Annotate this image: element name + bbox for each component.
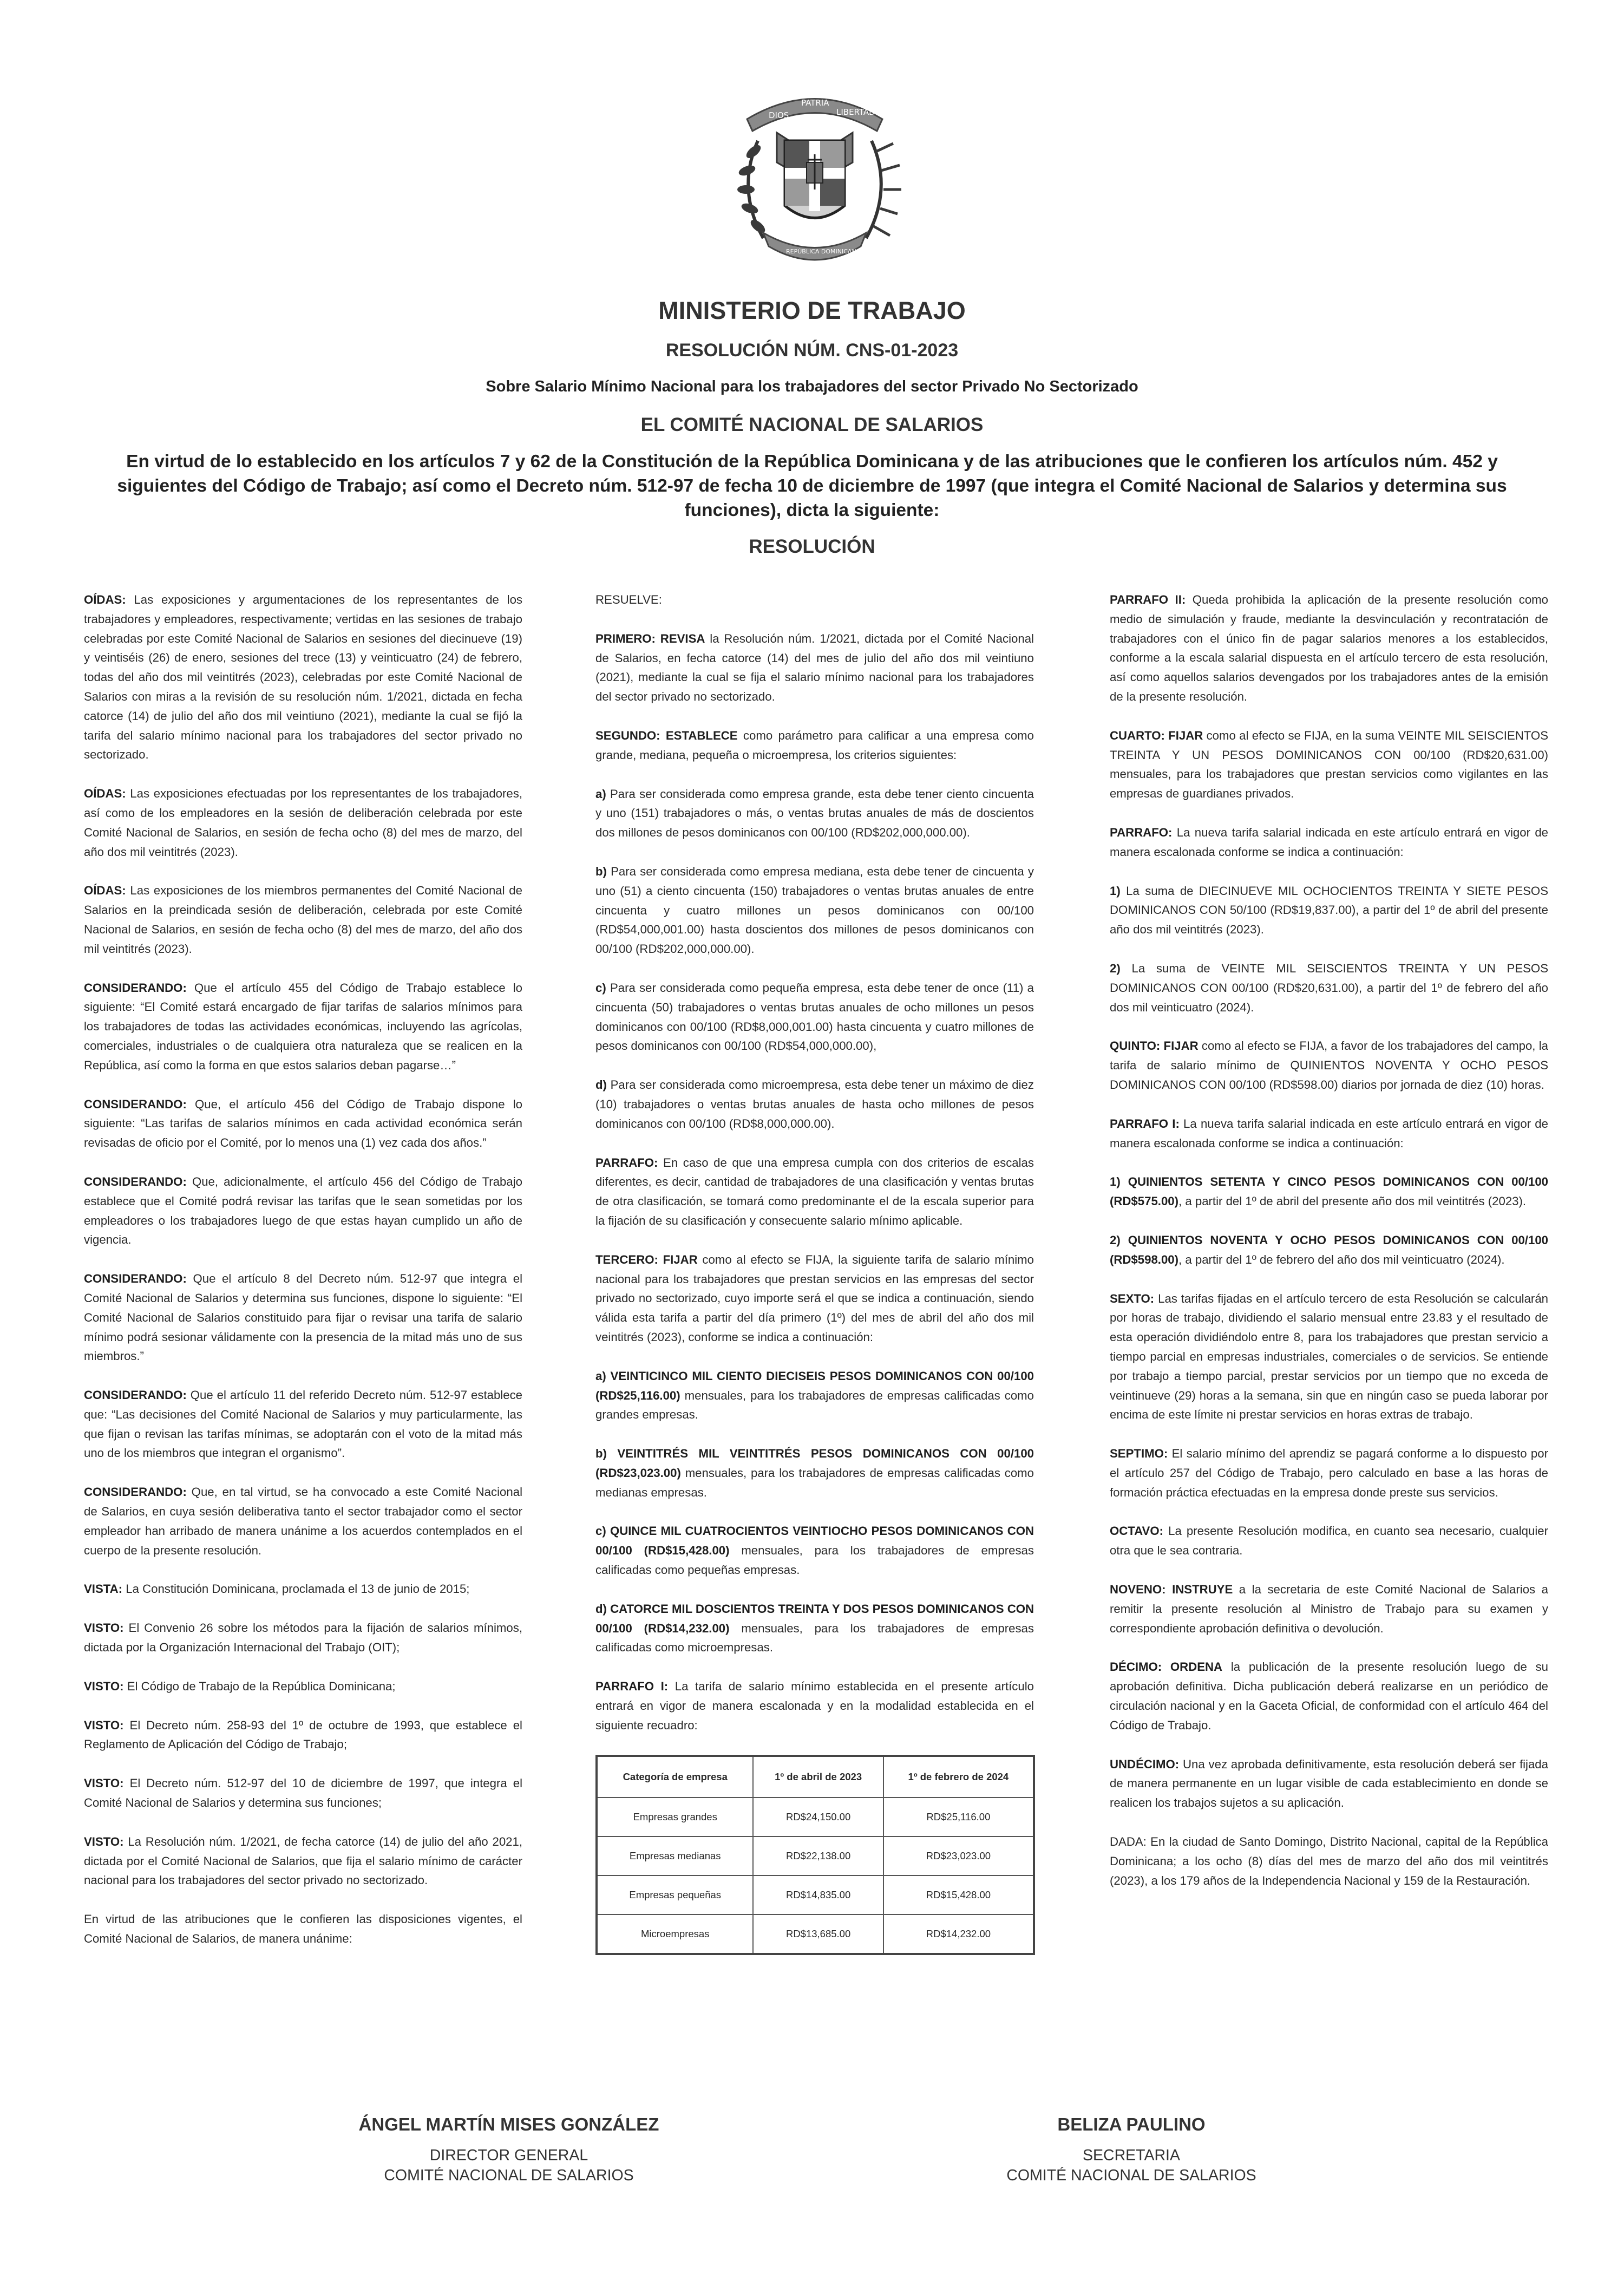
paragraph — [1110, 1289, 1548, 1425]
paragraph-lead: OÍDAS: — [84, 787, 126, 801]
resolution-number: RESOLUCIÓN NÚM. CNS-01-2023 — [665, 340, 959, 361]
paragraph-lead: 2) QUINIENTOS NOVENTA Y OCHO PESOS DOMINICANOS CON 00/100 (RD$598.00) — [1110, 1233, 1548, 1266]
paragraph-text: DADA: En la ciudad de Santo Domingo, Distrito Nacional, capital de la República Dominicana; a los ocho (8) días del mes de marzo del año dos mil veintitrés (2023), a los 179 años de la Independencia Nacional y 159 de la Restauración. — [1110, 1835, 1548, 1887]
paragraph — [1110, 726, 1548, 803]
signature-director — [265, 2114, 752, 2186]
paragraph-lead: UNDÉCIMO: — [1110, 1757, 1180, 1771]
paragraph — [595, 1075, 1034, 1133]
paragraph — [595, 629, 1034, 707]
table-cell: Empresas pequeñas — [597, 1876, 753, 1914]
paragraph-text: Las exposiciones de los miembros permanentes del Comité Nacional de Salarios en la preindicada sesión de deliberación, celebrada por este Comité Nacional de Salarios, en sesión de fecha ocho (8) del mes de marzo, del año dos mil veintitrés (2023). — [84, 884, 522, 956]
paragraph-text: La suma de VEINTE MIL SEISCIENTOS TREINTA Y UN PESOS DOMINICANOS CON 00/100 (RD$20,631.00), a partir del 1º de febrero del año dos mil veinticuatro (2024). — [1110, 961, 1548, 1014]
paragraph — [84, 1832, 522, 1890]
paragraph — [84, 590, 522, 764]
signatory-name: ÁNGEL MARTÍN MISES GONZÁLEZ — [358, 2114, 659, 2134]
paragraph-lead: VISTO: — [84, 1718, 124, 1732]
paragraph-text: La presente Resolución modifica, en cuanto sea necesario, cualquier otra que le sea contraria. — [1110, 1524, 1548, 1558]
paragraph-lead: PRIMERO: REVISA — [595, 631, 705, 645]
paragraph — [1110, 881, 1548, 939]
paragraph-lead: c) — [595, 981, 606, 995]
paragraph-text: La tarifa de salario mínimo establecida en el presente artículo entrará en vigor de manera escalonada y en la modalidad establecida en el siguiente recuadro: — [595, 1680, 1034, 1732]
paragraph — [1110, 590, 1548, 707]
paragraph-text: como al efecto se FIJA, en la suma VEINTE MIL SEISCIENTOS TREINTA Y UN PESOS DOMINICANOS CON 00/100 (RD$20,631.00) mensuales, para los trabajadores que prestan servicios como vigilantes en las empresas de guardianes privados. — [1110, 728, 1548, 801]
paragraph — [84, 1386, 522, 1463]
paragraph — [1110, 1444, 1548, 1502]
table-cell: RD$23,023.00 — [883, 1837, 1034, 1876]
paragraph-text: a la secretaria de este Comité Nacional de Salarios a remitir la presente resolución al Ministro de Trabajo para su examen y correspondiente aprobación definitiva o devolución. — [1110, 1583, 1548, 1635]
table-row — [597, 1798, 1034, 1837]
table-cell: RD$15,428.00 — [883, 1876, 1034, 1914]
table-cell: Empresas medianas — [597, 1837, 753, 1876]
table-cell: RD$14,232.00 — [883, 1914, 1034, 1954]
paragraph — [84, 1716, 522, 1755]
signatory-title: DIRECTOR GENERAL — [429, 2147, 588, 2164]
table-cell: RD$24,150.00 — [753, 1798, 883, 1837]
crest-banner-3: LIBERTAD — [836, 107, 875, 117]
paragraph-text: , a partir del 1º de abril del presente año dos mil veintitrés (2023). — [1178, 1194, 1527, 1208]
paragraph — [84, 784, 522, 861]
paragraph — [1110, 1832, 1548, 1890]
paragraph-lead: CONSIDERANDO: — [84, 1097, 187, 1111]
paragraph-text: Para ser considerada como pequeña empresa, esta debe tener de once (11) a cincuenta (50) trabajadores o ventas brutas anuales de ocho millones un pesos dominicanos con 00/100 (RD$8,000,001.00) hasta cincuenta y cuatro millones de pesos dominicanos con 00/100 (RD$54,000,000.00), — [595, 981, 1034, 1053]
table-cell: RD$13,685.00 — [753, 1914, 883, 1954]
paragraph-text: Las exposiciones y argumentaciones de los representantes de los trabajadores y empleadores, respectivamente; vertidas en las sesiones de trabajo celebradas por este Comité Nacional de Salarios en sesiones del diecinueve (19) y veintiséis (26) de enero, sesiones del trece (13) y veinticuatro (24) de febrero, todas del año dos mil veintitrés (2023), celebradas por este Comité Nacional de Salarios con miras a la revisión de su resolución núm. 1/2021, dictada en fecha catorce (14) de julio del año dos mil veintiuno (2021), mediante la cual se fijó la tarifa del salario mínimo nacional para los trabajadores del sector privado no sectorizado. — [84, 593, 522, 762]
paragraph-text: La nueva tarifa salarial indicada en este artículo entrará en vigor de manera escalonada conforme se indica a continuación: — [1110, 825, 1548, 859]
paragraph-lead: VISTO: — [84, 1776, 124, 1791]
paragraph-text: , a partir del 1º de febrero del año dos mil veinticuatro (2024). — [1178, 1252, 1505, 1266]
paragraph — [595, 1677, 1034, 1735]
paragraph — [84, 1269, 522, 1366]
paragraph-text: la Resolución núm. 1/2021, dictada por el Comité Nacional de Salarios, en fecha catorce (14) del mes de julio del año dos mil veintiuno (2021), mediante la cual se fija el salario mínimo nacional para los trabajadores del sector privado no sectorizado. — [595, 631, 1034, 704]
paragraph-text: La Constitución Dominicana, proclamada el 13 de junio de 2015; — [122, 1582, 470, 1596]
table-header: Categoría de empresa — [597, 1756, 753, 1798]
resuelve-heading: RESUELVE: — [595, 593, 662, 606]
table-cell: Microempresas — [597, 1914, 753, 1954]
paragraph-text: Una vez aprobada definitivamente, esta resolución deberá ser fijada de manera permanente en un lugar visible de cada establecimiento en donde se realicen los trabajos sujetos a su aplicación. — [1110, 1757, 1548, 1810]
paragraph-text: mensuales, para los trabajadores de empresas calificadas como medianas empresas. — [595, 1466, 1034, 1499]
paragraph-text: El Decreto núm. 258-93 del 1º de octubre de 1993, que establece el Reglamento de Aplicación del Código de Trabajo; — [84, 1718, 522, 1752]
paragraph-text: mensuales, para los trabajadores de empresas calificadas como pequeñas empresas. — [595, 1544, 1034, 1577]
paragraph-text: Las tarifas fijadas en el artículo tercero de esta Resolución se calcularán por horas de trabajo, dividiendo el salario mensual entre 23.83 y el resultado de esta operación dividiéndolo entre 8, para los trabajadores que prestan servicio a tiempo parcial en empresas industriales, comerciales o de servicios. Se entiende por trabajo a tiempo parcial, prestar servicios por un tiempo que no exceda de veintinueve (29) horas a la semana, sin que en ningún caso se pueda laborar por encima de este límite ni prestar servicios en horas extras de trabajo. — [1110, 1291, 1548, 1422]
paragraph — [84, 1095, 522, 1153]
paragraph-lead: SEXTO: — [1110, 1291, 1155, 1305]
paragraph-lead: PARRAFO I: — [595, 1680, 669, 1694]
paragraph — [84, 1482, 522, 1560]
paragraph-lead: SEPTIMO: — [1110, 1447, 1168, 1461]
paragraph — [1110, 1172, 1548, 1211]
paragraph-lead: VISTO: — [84, 1679, 124, 1693]
paragraph — [595, 785, 1034, 842]
paragraph-text: El Código de Trabajo de la República Dominicana; — [123, 1679, 396, 1693]
paragraph-lead: b) VEINTITRÉS MIL VEINTITRÉS PESOS DOMINICANOS CON 00/100 (RD$23,023.00) — [595, 1447, 1034, 1480]
paragraph-lead: OCTAVO: — [1110, 1524, 1164, 1538]
table-cell: RD$22,138.00 — [753, 1837, 883, 1876]
paragraph — [84, 1774, 522, 1813]
paragraph-lead: TERCERO: FIJAR — [595, 1252, 698, 1266]
table-cell: Empresas grandes — [597, 1798, 753, 1837]
paragraph — [84, 1579, 522, 1599]
paragraph — [84, 1910, 522, 1949]
paragraph-text: como al efecto se FIJA, la siguiente tarifa de salario mínimo nacional para los trabajadores que prestan servicios en las empresas del sector privado no sectorizado, cuyo importe será el que se indica a continuación, siendo válida esta tarifa a partir del día primero (1º) del mes de abril del año dos mil veintitrés (2023), conforme se indica a continuación: — [595, 1252, 1034, 1344]
table-header: 1º de abril de 2023 — [753, 1756, 883, 1798]
table-header: 1º de febrero de 2024 — [883, 1756, 1034, 1798]
paragraph — [595, 1250, 1034, 1347]
paragraph — [84, 1677, 522, 1696]
signatory-organization: COMITÉ NACIONAL DE SALARIOS — [384, 2167, 634, 2184]
paragraph — [84, 1618, 522, 1657]
paragraph — [1110, 1036, 1548, 1094]
paragraph-lead: DÉCIMO: ORDENA — [1110, 1660, 1223, 1674]
paragraph — [595, 1367, 1034, 1424]
paragraph-text: Que el artículo 11 del referido Decreto núm. 512-97 establece que: “Las decisiones del Comité Nacional de Salarios y muy particularmente, las que fijan o revisan las tarifas mínimas, se adoptarán con el voto de la mitad más uno de los miembros que integran el organismo”. — [84, 1388, 522, 1460]
paragraph-lead: d) — [595, 1078, 607, 1092]
salary-schedule-table — [595, 1755, 1035, 1955]
committee-title: EL COMITÉ NACIONAL DE SALARIOS — [640, 414, 984, 435]
paragraph-lead: CONSIDERANDO: — [84, 1388, 187, 1402]
paragraph-lead: 2) — [1110, 961, 1121, 975]
paragraph-text: Que, el artículo 456 del Código de Trabajo dispone lo siguiente: “Las tarifas de salarios mínimos en cada actividad económica serán revisadas de oficio por el Comité, por lo menos una (1) vez cada dos años.” — [84, 1097, 522, 1150]
paragraph-text: mensuales, para los trabajadores de empresas calificadas como microempresas. — [595, 1621, 1034, 1655]
paragraph-text: Que el artículo 8 del Decreto núm. 512-97 que integra el Comité Nacional de Salarios y determina sus funciones, dispone lo siguiente: “El Comité Nacional de Salarios constituido para fijar o revisar una tarifa de salario mínimo podrá sesionar válidamente con la presencia de la mitad más uno de sus miembros.” — [84, 1272, 522, 1363]
paragraph-text: como parámetro para calificar a una empresa como grande, mediana, pequeña o microempresa, los criterios siguientes: — [595, 728, 1034, 762]
paragraph-text: La suma de DIECINUEVE MIL OCHOCIENTOS TREINTA Y SIETE PESOS DOMINICANOS CON 50/100 (RD$19,837.00), a partir del 1º de abril del presente año dos mil veintitrés (2023). — [1110, 884, 1548, 937]
signatory-name: BELIZA PAULINO — [1057, 2114, 1206, 2134]
paragraph-lead: PARRAFO I: — [1110, 1116, 1180, 1131]
paragraph — [595, 1521, 1034, 1579]
paragraph — [595, 978, 1034, 1056]
paragraph-text: Que, adicionalmente, el artículo 456 del Código de Trabajo establece que el Comité podrá revisar las tarifas que le sean sometidas por los empleadores o los trabajadores luego de que estas hayan cumplido un año de vigencia. — [84, 1174, 522, 1247]
paragraph-lead: d) CATORCE MIL DOSCIENTOS TREINTA Y DOS PESOS DOMINICANOS CON 00/100 (RD$14,232.00) — [595, 1602, 1034, 1635]
paragraph-lead: NOVENO: INSTRUYE — [1110, 1583, 1233, 1597]
paragraph-text: como al efecto se FIJA, a favor de los trabajadores del campo, la tarifa de salario mínimo de QUINIENTOS NOVENTA Y OCHO PESOS DOMINICANOS CON 00/100 (RD$598.00) diarios por jornada de diez (10) horas. — [1110, 1039, 1548, 1092]
paragraph — [1110, 823, 1548, 862]
paragraph-lead: c) QUINCE MIL CUATROCIENTOS VEINTIOCHO PESOS DOMINICANOS CON 00/100 (RD$15,428.00) — [595, 1524, 1034, 1558]
resolution-heading: RESOLUCIÓN — [749, 536, 875, 557]
paragraph-text: Para ser considerada como microempresa, esta debe tener un máximo de diez (10) trabajadores o ventas brutas anuales de hasta ocho millones de pesos dominicanos con 00/100 (RD$8,000,000.00). — [595, 1078, 1034, 1131]
paragraph-lead: OÍDAS: — [84, 593, 126, 606]
paragraph-lead: CONSIDERANDO: — [84, 1272, 187, 1286]
paragraph — [1110, 959, 1548, 1017]
table-cell: RD$14,835.00 — [753, 1876, 883, 1914]
table-row — [597, 1837, 1034, 1876]
paragraph — [595, 1444, 1034, 1502]
paragraph — [1110, 1231, 1548, 1270]
paragraph-lead: CONSIDERANDO: — [84, 981, 187, 995]
paragraph-lead: CONSIDERANDO: — [84, 1174, 187, 1188]
paragraph-text: El Convenio 26 sobre los métodos para la fijación de salarios mínimos, dictada por la Organización Internacional del Trabajo (OIT); — [84, 1621, 522, 1655]
paragraph — [595, 726, 1034, 765]
column-1 — [84, 590, 522, 1968]
paragraph-lead: SEGUNDO: ESTABLECE — [595, 728, 738, 742]
paragraph-text: Queda prohibida la aplicación de la presente resolución como medio de simulación y fraude, mediante la desvinculación y recontratación de trabajadores con el único fin de pagar salarios menores a los establecidos, conforme a la escala salarial dispuesta en el artículo tercero de esta resolución, así como aquellos salarios devengados por los trabajadores antes de la emisión de la presente resolución. — [1110, 593, 1548, 703]
paragraph-text: En caso de que una empresa cumpla con dos criterios de escalas diferentes, es decir, cantidad de trabajadores de una clasificación y ventas brutas de otra clasificación, se tomará como predominante el de la escala superior para la fijación de su clasificación y consecuente salario mínimo aplicable. — [595, 1155, 1034, 1227]
paragraph — [1110, 1657, 1548, 1735]
paragraph-lead: PARRAFO II: — [1110, 593, 1186, 606]
paragraph-text: Para ser considerada como empresa grande, esta debe tener ciento cincuenta y uno (151) trabajadores o más, o ventas brutas anuales de más de doscientos dos millones de pesos dominicanos con 00/100 (RD$202,000,000.00). — [595, 787, 1034, 840]
crest-banner-1: DIOS — [769, 110, 789, 120]
coat-of-arms-icon — [725, 81, 904, 268]
paragraph — [595, 862, 1034, 959]
table-row — [597, 1914, 1034, 1954]
paragraph-text: La nueva tarifa salarial indicada en este artículo entrará en vigor de manera escalonada conforme se indica a continuación: — [1110, 1116, 1548, 1150]
paragraph-text: En virtud de las atribuciones que le confieren las disposiciones vigentes, el Comité Nacional de Salarios, de manera unánime: — [84, 1912, 522, 1946]
paragraph-text: Para ser considerada como empresa mediana, esta debe tener de cincuenta y uno (51) a ciento cincuenta (150) trabajadores o ventas brutas anuales de entre cincuenta y cuatro millones un pesos dominicanos con 00/100 (RD$54,000,001.00) hasta doscientos dos millones de pesos dominicanos con 00/100 (RD$202,000,000.00). — [595, 864, 1034, 956]
paragraph-lead: a) VEINTICINCO MIL CIENTO DIECISEIS PESOS DOMINICANOS CON 00/100 (RD$25,116.00) — [595, 1369, 1034, 1402]
paragraph-lead: 1) QUINIENTOS SETENTA Y CINCO PESOS DOMINICANOS CON 00/100 (RD$575.00) — [1110, 1175, 1548, 1208]
paragraph-text: La Resolución núm. 1/2021, de fecha catorce (14) de julio del año 2021, dictada por el Comité Nacional de Salarios, que fija el salario mínimo de carácter nacional para los trabajadores del sector privado no sectorizado. — [84, 1834, 522, 1887]
paragraph-text: El salario mínimo del aprendiz se pagará conforme a lo dispuesto por el artículo 257 del Código de Trabajo, pero calculado en base a las horas de formación práctica efectuadas en la empresa donde preste sus servicios. — [1110, 1447, 1548, 1499]
paragraph-text: El Decreto núm. 512-97 del 10 de diciembre de 1997, que integra el Comité Nacional de Salarios y determina sus funciones; — [84, 1776, 522, 1810]
paragraph-text: Que, en tal virtud, se ha convocado a este Comité Nacional de Salarios, en cuya sesión deliberativa tanto el sector trabajador como el sector empleador han arribado de manera unánime a los acuerdos contemplados en el cuerpo de la presente resolución. — [84, 1485, 522, 1557]
paragraph-text: mensuales, para los trabajadores de empresas calificadas como grandes empresas. — [595, 1388, 1034, 1422]
paragraph-lead: OÍDAS: — [84, 884, 126, 898]
paragraph-lead: CUARTO: FIJAR — [1110, 728, 1203, 742]
paragraph-lead: VISTA: — [84, 1582, 123, 1596]
intro-paragraph: En virtud de lo establecido en los artículos 7 y 62 de la Constitución de la República Dominicana y de las atribuciones que le confieren los artículos núm. 452 y siguientes del Código de Trabajo; así como el Decreto núm. 512-97 de fecha 10 de diciembre de 1997 (que integra el Comité Nacional de Salarios y determina sus funciones), dicta la siguiente: — [117, 452, 1507, 520]
paragraph-text: la publicación de la presente resolución luego de su aprobación definitiva. Dicha publicación deberá realizarse en un periódico de circulación nacional y en la Gaceta Oficial, de conformidad con el artículo 464 del Código de Trabajo. — [1110, 1660, 1549, 1732]
paragraph — [595, 1599, 1034, 1657]
paragraph-text: Que el artículo 455 del Código de Trabajo establece lo siguiente: “El Comité estará encargado de fijar tarifas de salarios mínimos para los trabajadores de todas las actividades económicas, incluyendo las agrícolas, comerciales, industriales o de cualquiera otra naturaleza que se realicen en la República, así como la forma en que estos salarios deban pagarse…” — [84, 981, 522, 1072]
paragraph-lead: VISTO: — [84, 1621, 124, 1635]
paragraph — [1110, 1521, 1548, 1560]
column-3 — [1110, 590, 1548, 1910]
paragraph-lead: PARRAFO: — [1110, 825, 1173, 839]
column-2 — [595, 590, 1034, 1955]
ministry-title: MINISTERIO DE TRABAJO — [658, 297, 966, 324]
paragraph-text: Las exposiciones efectuadas por los representantes de los trabajadores, así como de los empleadores en la sesión de deliberación celebrada por este Comité Nacional de Salarios, en sesión de fecha ocho (8) del mes de marzo, del año dos mil veintitrés (2023). — [84, 787, 522, 859]
paragraph — [595, 1153, 1034, 1231]
paragraph-lead: 1) — [1110, 884, 1121, 898]
paragraph — [84, 1172, 522, 1250]
table-cell: RD$25,116.00 — [883, 1798, 1034, 1837]
signatory-organization: COMITÉ NACIONAL DE SALARIOS — [1006, 2167, 1256, 2184]
paragraph — [84, 881, 522, 958]
paragraph-lead: CONSIDERANDO: — [84, 1485, 187, 1499]
paragraph — [1110, 1755, 1548, 1813]
paragraph — [1110, 1114, 1548, 1153]
resolution-subject: Sobre Salario Mínimo Nacional para los trabajadores del sector Privado No Sectorizado — [486, 378, 1138, 395]
coat-of-arms — [725, 81, 904, 268]
signature-secretary — [888, 2114, 1375, 2186]
paragraph-lead: PARRAFO: — [595, 1155, 658, 1169]
crest-ribbon-text: REPÚBLICA DOMINICANA — [786, 248, 861, 255]
paragraph — [84, 978, 522, 1075]
signatory-title: SECRETARIA — [1082, 2147, 1180, 2164]
paragraph-lead: VISTO: — [84, 1834, 124, 1848]
table-header-row — [597, 1756, 1034, 1798]
paragraph-lead: QUINTO: FIJAR — [1110, 1039, 1199, 1053]
table-row — [597, 1876, 1034, 1914]
paragraph-lead: a) — [595, 787, 606, 801]
crest-banner-2: PATRIA — [801, 98, 829, 108]
paragraph — [1110, 1580, 1548, 1638]
paragraph-lead: b) — [595, 864, 607, 878]
